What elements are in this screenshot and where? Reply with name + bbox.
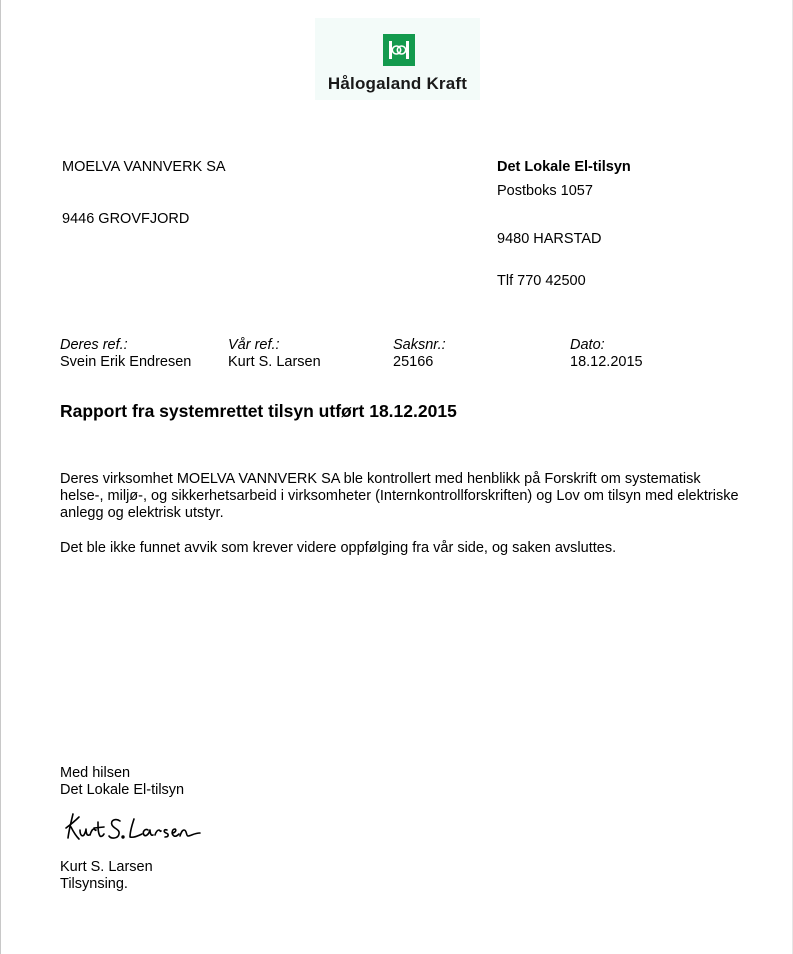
hk-logo-icon <box>383 34 415 66</box>
body-paragraph-1-line-3: anlegg og elektrisk utstyr. <box>60 505 224 521</box>
saksnr-label: Saksnr.: <box>393 337 446 353</box>
body-paragraph-1-line-1: Deres virksomhet MOELVA VANNVERK SA ble kontrollert med henblikk på Forskrift om systematisk <box>60 471 701 487</box>
recipient-name: MOELVA VANNVERK SA <box>62 159 226 175</box>
body-paragraph-1-line-2: helse-, miljø-, og sikkerhetsarbeid i virksomheter (Internkontrollforskriften) og Lov om tilsyn med elektriske <box>60 488 739 504</box>
body-paragraph-2: Det ble ikke funnet avvik som krever videre oppfølging fra vår side, og saken avsluttes. <box>60 540 617 556</box>
dato-label: Dato: <box>570 337 605 353</box>
recipient-postal: 9446 GROVFJORD <box>62 211 190 227</box>
sender-name: Det Lokale El-tilsyn <box>497 159 631 175</box>
var-ref-value: Kurt S. Larsen <box>228 354 321 370</box>
deres-ref-value: Svein Erik Endresen <box>60 354 192 370</box>
handwritten-signature <box>60 808 205 848</box>
closing-organization: Det Lokale El-tilsyn <box>60 782 185 798</box>
sender-address: Postboks 1057 <box>497 183 593 199</box>
dato-value: 18.12.2015 <box>570 354 643 370</box>
document-title: Rapport fra systemrettet tilsyn utført 18.12.2015 <box>60 401 457 421</box>
sender-phone: Tlf 770 42500 <box>497 273 586 289</box>
deres-ref-label: Deres ref.: <box>60 337 128 353</box>
saksnr-value: 25166 <box>393 354 434 370</box>
signer-title: Tilsynsing. <box>60 876 128 892</box>
page-edge-left <box>0 0 1 954</box>
company-logo <box>315 18 480 100</box>
logo-company-name: Hålogaland Kraft <box>327 74 468 93</box>
sender-postal: 9480 HARSTAD <box>497 231 602 247</box>
closing-greeting: Med hilsen <box>60 765 131 781</box>
signer-name: Kurt S. Larsen <box>60 859 153 875</box>
var-ref-label: Vår ref.: <box>228 337 280 353</box>
